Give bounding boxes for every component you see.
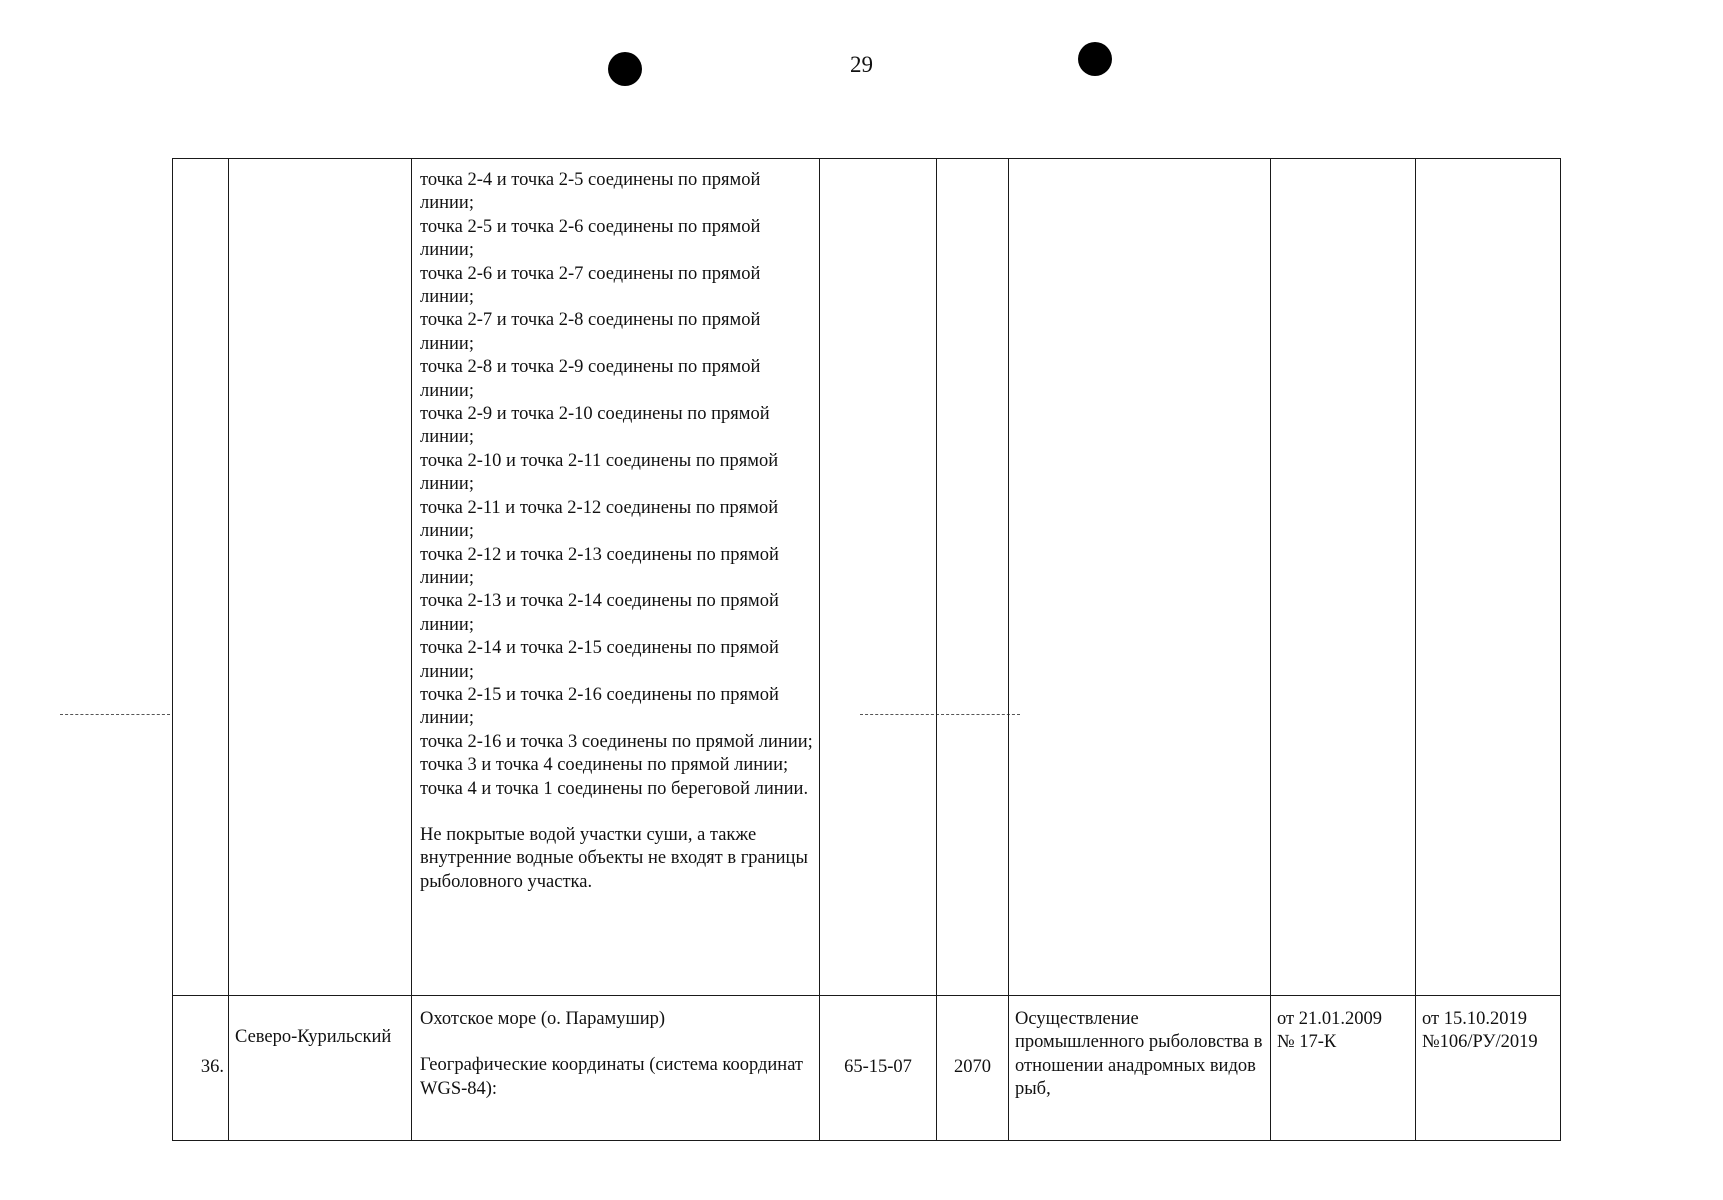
boundary-segment: точка 2-13 и точка 2-14 соединены по прямой линии; <box>420 591 779 635</box>
contract-date: от 21.01.2009 <box>1277 1009 1382 1029</box>
table-row <box>173 996 1561 1141</box>
boundary-segment: точка 2-14 и точка 2-15 соединены по прямой линии; <box>420 638 779 682</box>
amendment-date: от 15.10.2019 <box>1422 1009 1527 1029</box>
page-number: 29 <box>850 52 873 77</box>
boundary-segment: точка 2-6 и точка 2-7 соединены по прямой линии; <box>420 263 761 308</box>
coordinates-label: Географические координаты (система координат WGS-84): <box>420 1055 804 1099</box>
contract-cell <box>1271 996 1416 1141</box>
row-number: 36. <box>173 996 229 1141</box>
punch-hole-right <box>1078 42 1112 76</box>
amendment-cell <box>1416 996 1561 1141</box>
contract-number: № 17-К <box>1277 1032 1337 1053</box>
boundary-segment: точка 2-11 и точка 2-12 соединены по прямой линии; <box>420 497 779 542</box>
cell-number-empty <box>173 159 229 996</box>
area-size: 2070 <box>937 996 1009 1141</box>
boundary-segment: точка 4 и точка 1 соединены по береговой линии. <box>420 778 809 799</box>
amendment-number: №106/РУ/2019 <box>1422 1032 1538 1053</box>
fishing-areas-table <box>172 158 1561 1141</box>
location-name: Охотское море (о. Парамушир) <box>420 1009 666 1029</box>
cell-district-empty <box>229 159 412 996</box>
scan-artifact-line <box>60 714 170 715</box>
boundary-segment: точка 3 и точка 4 соединены по прямой линии; <box>420 755 789 776</box>
cell-area-empty <box>937 159 1009 996</box>
boundary-segment: точка 2-10 и точка 2-11 соединены по прямой линии; <box>420 450 779 495</box>
boundary-segment: точка 2-16 и точка 3 соединены по прямой линии; <box>420 731 813 752</box>
boundary-segment: точка 2-15 и точка 2-16 соединены по прямой линии; <box>420 684 779 729</box>
cell-purpose-empty <box>1009 159 1271 996</box>
area-code: 65-15-07 <box>820 996 937 1141</box>
boundary-segment: точка 2-9 и точка 2-10 соединены по прямой линии; <box>420 404 770 448</box>
boundary-segment: точка 2-4 и точка 2-5 соединены по прямой линии; <box>420 170 761 214</box>
boundary-segment: точка 2-8 и точка 2-9 соединены по прямой линии; <box>420 357 761 401</box>
boundary-segment: точка 2-7 и точка 2-8 соединены по прямой линии; <box>420 310 761 354</box>
boundary-note: Не покрытые водой участки суши, а также внутренние водные объекты не входят в границы рыболовного участка. <box>420 824 808 892</box>
boundary-segment: точка 2-12 и точка 2-13 соединены по прямой линии; <box>420 544 779 588</box>
boundary-segment: точка 2-5 и точка 2-6 соединены по прямой линии; <box>420 216 761 261</box>
cell-boundary-description <box>412 159 820 996</box>
cell-contract-empty <box>1271 159 1416 996</box>
table-row-continuation <box>173 159 1561 996</box>
cell-code-empty <box>820 159 937 996</box>
cell-change-empty <box>1416 159 1561 996</box>
punch-hole-left <box>608 52 642 86</box>
cell-location-description <box>412 996 820 1141</box>
district-name: Северо-Курильский <box>229 996 412 1141</box>
usage-purpose: Осуществление промышленного рыболовства в отношении анадромных видов рыб, <box>1009 996 1271 1141</box>
